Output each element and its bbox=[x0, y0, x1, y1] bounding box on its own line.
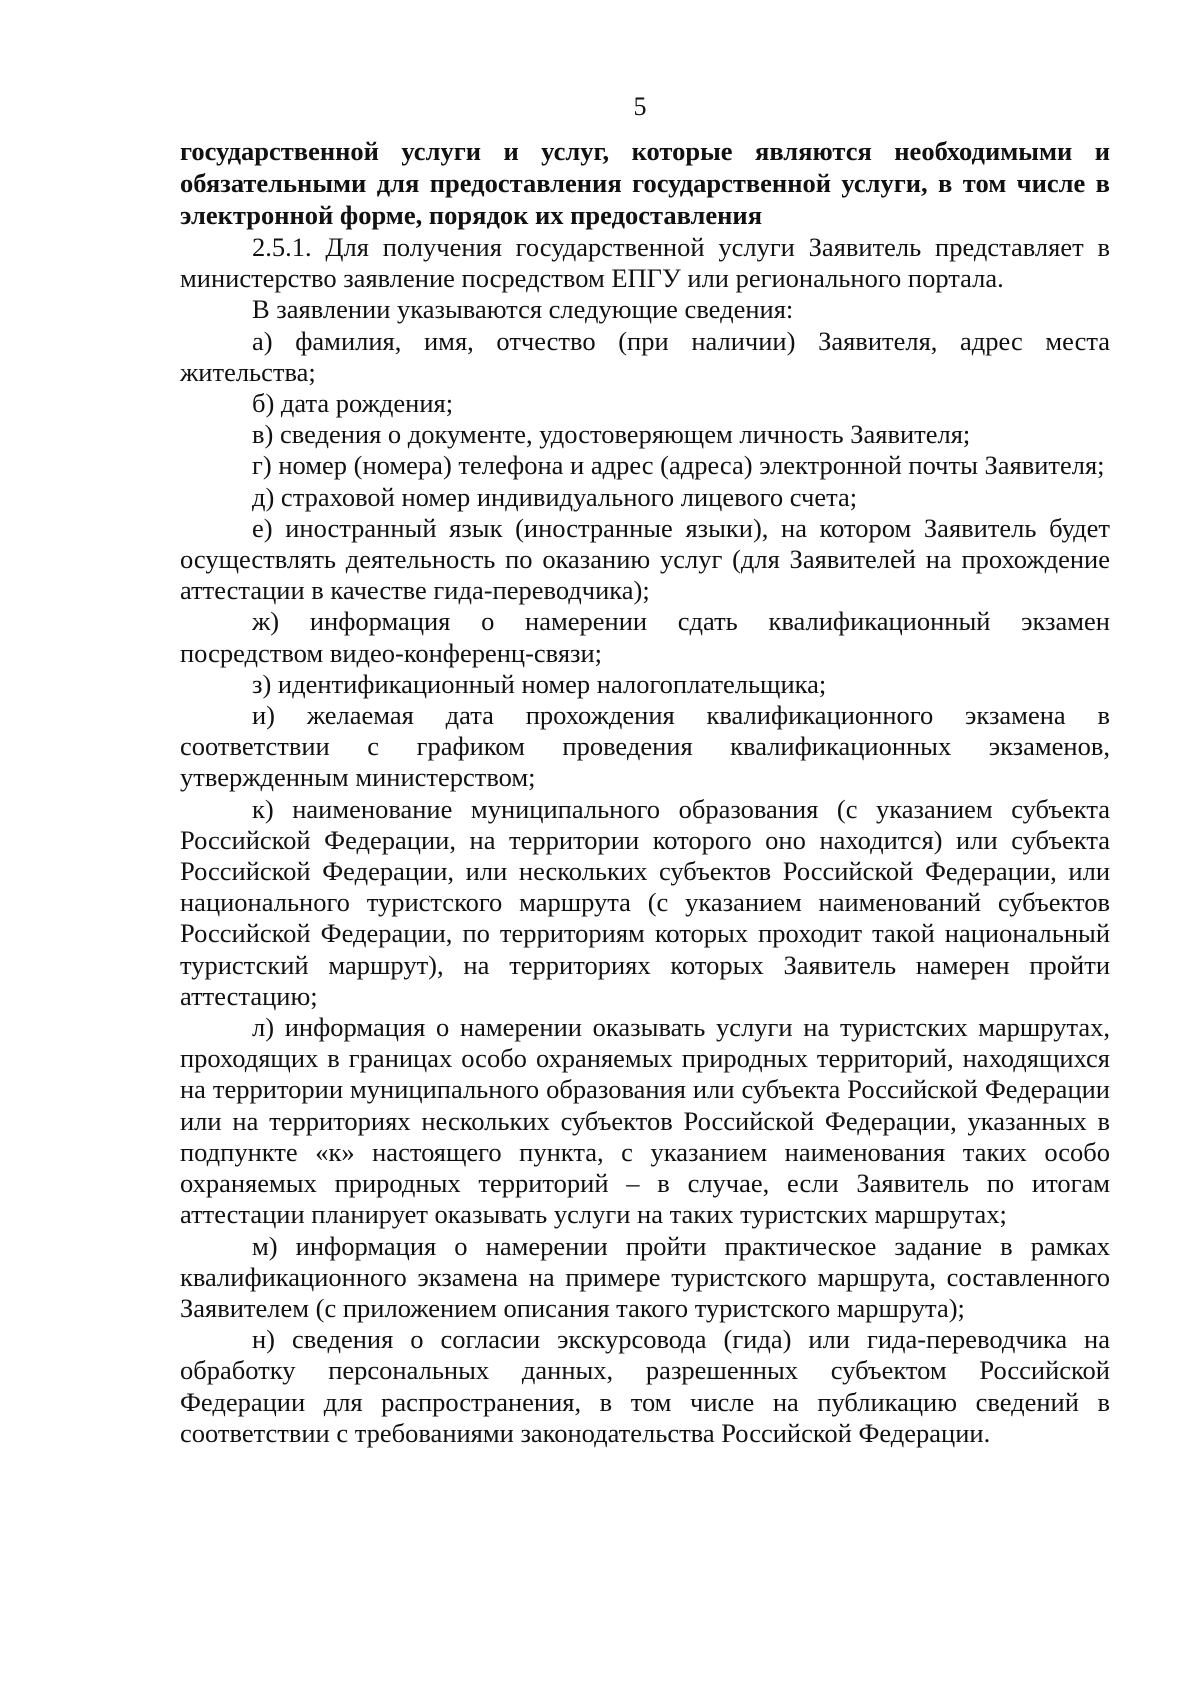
list-item: к) наименование муниципального образования (с указанием субъекта Российской Федерации, на территории которого оно находится) или субъекта Российской Федерации, или нескольких субъектов Российской Федерации, или национального туристского маршрута (с указанием наименований субъектов Российской Федерации, по территориям которых проходит такой национальный туристский маршрут), на территориях которых Заявитель намерен пройти аттестацию; bbox=[180, 793, 1110, 1011]
list-item: в) сведения о документе, удостоверяющем личность Заявителя; bbox=[252, 419, 971, 450]
list-item: м) информация о намерении пройти практическое задание в рамках квалификационного экзамена на примере туристского маршрута, составленного Заявителем (с приложением описания такого туристского маршрута); bbox=[180, 1230, 1110, 1323]
list-item: ж) информация о намерении сдать квалификационный экзамен посредством видео-конференц-связи; bbox=[180, 606, 1110, 668]
list-item: е) иностранный язык (иностранные языки), на котором Заявитель будет осуществлять деятельность по оказанию услуг (для Заявителей на прохождение аттестации в качестве гида-переводчика); bbox=[180, 512, 1110, 606]
paragraph-application-submission: 2.5.1. Для получения государственной услуги Заявитель представляет в министерство заявление посредством ЕПГУ или регионального портала. bbox=[180, 232, 1110, 294]
page-number: 5 bbox=[633, 92, 647, 121]
document-body bbox=[180, 135, 1110, 1449]
list-item: з) идентификационный номер налогоплательщика; bbox=[252, 668, 827, 699]
list-item: л) информация о намерении оказывать услуги на туристских маршрутах, проходящих в границах особо охраняемых природных территорий, находящихся на территории муниципального образования или субъекта Российской Федерации или на территориях нескольких субъектов Российской Федерации, указанных в подпункте «к» настоящего пункта, с указанием наименования таких особо охраняемых природных территорий – в случае, если Заявитель по итогам аттестации планирует оказывать услуги на таких туристских маршрутах; bbox=[180, 1012, 1110, 1230]
list-item: н) сведения о согласии экскурсовода (гида) или гида-переводчика на обработку персональных данных, разрешенных субъектом Российской Федерации для распространения, в том числе на публикацию сведений в соответствии с требованиями законодательства Российской Федерации. bbox=[180, 1324, 1110, 1448]
list-item: д) страховой номер индивидуального лицевого счета; bbox=[252, 481, 858, 512]
list-item: а) фамилия, имя, отчество (при наличии) Заявителя, адрес места жительства; bbox=[180, 325, 1110, 387]
section-heading: государственной услуги и услуг, которые являются необходимыми и обязательными для предоставления государственной услуги, в том числе в электронной форме, порядок их предоставления bbox=[180, 136, 1110, 230]
list-item: и) желаемая дата прохождения квалификационного экзамена в соответствии с графиком проведения квалификационных экзаменов, утвержденным министерством; bbox=[180, 700, 1110, 793]
requirements-list bbox=[180, 326, 1110, 1449]
list-item: б) дата рождения; bbox=[252, 388, 454, 419]
paragraph-application-contents: В заявлении указываются следующие сведения: bbox=[252, 294, 794, 325]
list-item: г) номер (номера) телефона и адрес (адреса) электронной почты Заявителя; bbox=[252, 450, 1105, 481]
